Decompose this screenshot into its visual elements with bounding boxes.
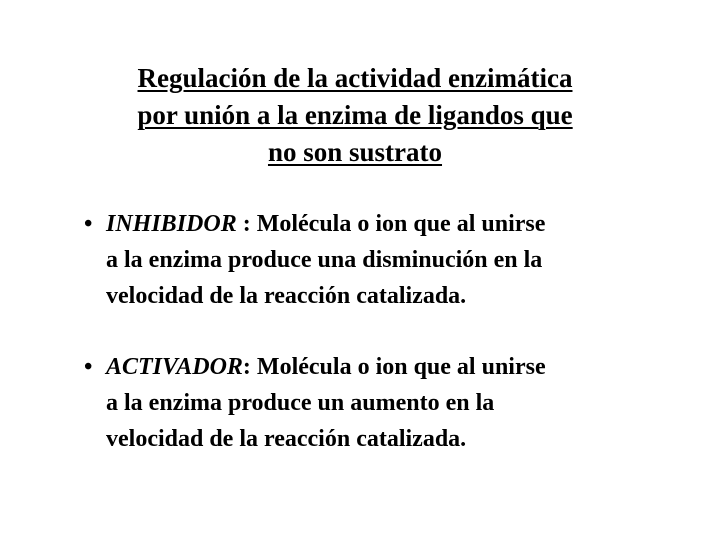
bullet-item-inhibidor bbox=[84, 206, 694, 314]
definition-line: Molécula o ion que al unirse bbox=[256, 211, 546, 237]
definition-line: a la enzima produce una disminución en la bbox=[106, 247, 543, 273]
bullet-icon: • bbox=[84, 211, 93, 237]
definition-line: velocidad de la reacción catalizada. bbox=[106, 283, 467, 309]
definition-line: velocidad de la reacción catalizada. bbox=[106, 426, 467, 452]
slide-title bbox=[60, 60, 650, 171]
term-separator: : bbox=[236, 211, 257, 237]
term-activador: ACTIVADOR bbox=[106, 354, 243, 380]
term-inhibidor: INHIBIDOR bbox=[106, 211, 237, 237]
bullet-item-activador bbox=[84, 349, 694, 457]
bullet-list bbox=[84, 206, 694, 492]
title-line-2: por unión a la enzima de ligandos que bbox=[137, 100, 573, 130]
bullet-icon: • bbox=[84, 354, 93, 380]
bullet-line bbox=[106, 206, 694, 242]
term-separator: : bbox=[242, 354, 257, 380]
title-line-1: Regulación de la actividad enzimática bbox=[137, 63, 573, 93]
definition-line: a la enzima produce un aumento en la bbox=[106, 390, 495, 416]
title-line-3: no son sustrato bbox=[267, 137, 443, 167]
bullet-line bbox=[106, 349, 694, 385]
definition-line: Molécula o ion que al unirse bbox=[256, 354, 546, 380]
